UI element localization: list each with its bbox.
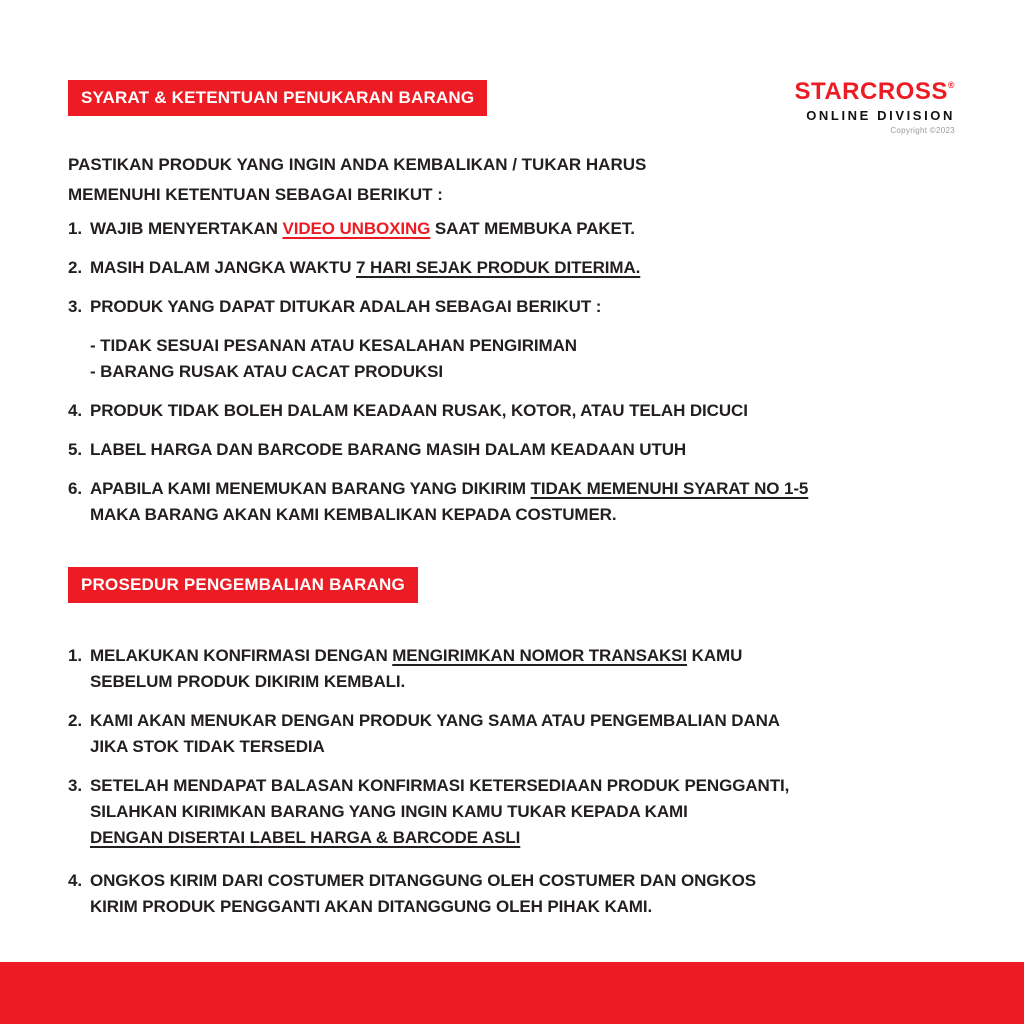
terms-item-4 [68, 398, 964, 424]
procedure-item-4-line-2: KIRIM PRODUK PENGGANTI AKAN DITANGGUNG OLEH PIHAK KAMI. [90, 897, 653, 916]
procedure-item-2-text [90, 708, 964, 760]
subitem-1: - TIDAK SESUAI PESANAN ATAU KESALAHAN PENGIRIMAN [90, 336, 577, 355]
terms-section-badge: SYARAT & KETENTUAN PENUKARAN BARANG [68, 80, 487, 116]
terms-item-3 [68, 294, 964, 385]
starcross-logo-text: STARCROSS [794, 78, 948, 105]
terms-item-6-text [90, 476, 964, 528]
text-segment: PRODUK YANG DAPAT DITUKAR ADALAH SEBAGAI BERIKUT : [90, 297, 602, 316]
procedure-item-3-line-2: SILAHKAN KIRIMKAN BARANG YANG INGIN KAMU TUKAR KEPADA KAMI [90, 802, 688, 821]
item-number: 3. [68, 297, 82, 316]
procedure-item-4-text [90, 868, 964, 920]
underlined-segment: DENGAN DISERTAI LABEL HARGA & BARCODE ASLI [90, 828, 521, 847]
online-division-label: ONLINE DIVISION [806, 108, 955, 123]
registered-mark: ® [947, 80, 955, 90]
terms-intro-line-2: MEMENUHI KETENTUAN SEBAGAI BERIKUT : [68, 185, 443, 204]
procedure-item-3-text [90, 773, 964, 851]
item-number: 6. [68, 479, 82, 498]
item-number: 1. [68, 219, 82, 238]
terms-item-6 [68, 476, 964, 528]
terms-item-1 [68, 216, 964, 242]
procedure-section-badge: PROSEDUR PENGEMBALIAN BARANG [68, 567, 418, 603]
terms-item-5-text: LABEL HARGA DAN BARCODE BARANG MASIH DALAM KEADAAN UTUH [90, 440, 687, 459]
procedure-item-1-text [90, 643, 964, 695]
terms-item-3-text [90, 294, 964, 385]
procedure-item-3-line-1: SETELAH MENDAPAT BALASAN KONFIRMASI KETERSEDIAAN PRODUK PENGGANTI, [90, 776, 790, 795]
subitem-2: - BARANG RUSAK ATAU CACAT PRODUKSI [90, 362, 443, 381]
text-segment: KAMU [687, 646, 743, 665]
underlined-segment: MENGIRIMKAN NOMOR TRANSAKSI [392, 646, 688, 665]
text-segment: WAJIB MENYERTAKAN [90, 219, 283, 238]
item-number: 2. [68, 711, 82, 730]
item-number: 4. [68, 401, 82, 420]
text-segment: MASIH DALAM JANGKA WAKTU [90, 258, 357, 277]
terms-item-1-text [90, 216, 964, 242]
copyright-label: Copyright ©2023 [890, 126, 955, 135]
terms-item-6-line-2: MAKA BARANG AKAN KAMI KEMBALIKAN KEPADA COSTUMER. [90, 505, 617, 524]
highlight-video-unboxing: VIDEO UNBOXING [282, 219, 431, 238]
item-number: 5. [68, 440, 82, 459]
procedure-item-1 [68, 643, 964, 695]
terms-intro [68, 150, 964, 210]
terms-item-2-text [90, 255, 964, 281]
item-number: 4. [68, 871, 82, 890]
text-segment: SAAT MEMBUKA PAKET. [430, 219, 635, 238]
terms-item-2 [68, 255, 964, 281]
procedure-item-2-line-1: KAMI AKAN MENUKAR DENGAN PRODUK YANG SAMA ATAU PENGEMBALIAN DANA [90, 711, 780, 730]
procedure-item-1-line-2: SEBELUM PRODUK DIKIRIM KEMBALI. [90, 672, 406, 691]
procedure-item-2-line-2: JIKA STOK TIDAK TERSEDIA [90, 737, 325, 756]
terms-item-4-text: PRODUK TIDAK BOLEH DALAM KEADAAN RUSAK, KOTOR, ATAU TELAH DICUCI [90, 401, 748, 420]
terms-intro-line-1: PASTIKAN PRODUK YANG INGIN ANDA KEMBALIKAN / TUKAR HARUS [68, 155, 647, 174]
item-number: 2. [68, 258, 82, 277]
footer-bar [0, 962, 1024, 1024]
procedure-item-4 [68, 868, 964, 920]
underlined-segment: 7 HARI SEJAK PRODUK DITERIMA. [356, 258, 641, 277]
item-number: 1. [68, 646, 82, 665]
terms-item-5 [68, 437, 964, 463]
terms-item-3-subitems [90, 333, 964, 385]
underlined-segment: TIDAK MEMENUHI SYARAT NO 1-5 [530, 479, 809, 498]
text-segment: MELAKUKAN KONFIRMASI DENGAN [90, 646, 393, 665]
terms-item-6-line-1 [90, 476, 964, 502]
procedure-item-1-line-1 [90, 643, 964, 669]
procedure-item-4-line-1: ONGKOS KIRIM DARI COSTUMER DITANGGUNG OLEH COSTUMER DAN ONGKOS [90, 871, 756, 890]
item-number: 3. [68, 776, 82, 795]
procedure-item-3 [68, 773, 964, 851]
text-segment: APABILA KAMI MENEMUKAN BARANG YANG DIKIRIM [90, 479, 531, 498]
procedure-item-2 [68, 708, 964, 760]
